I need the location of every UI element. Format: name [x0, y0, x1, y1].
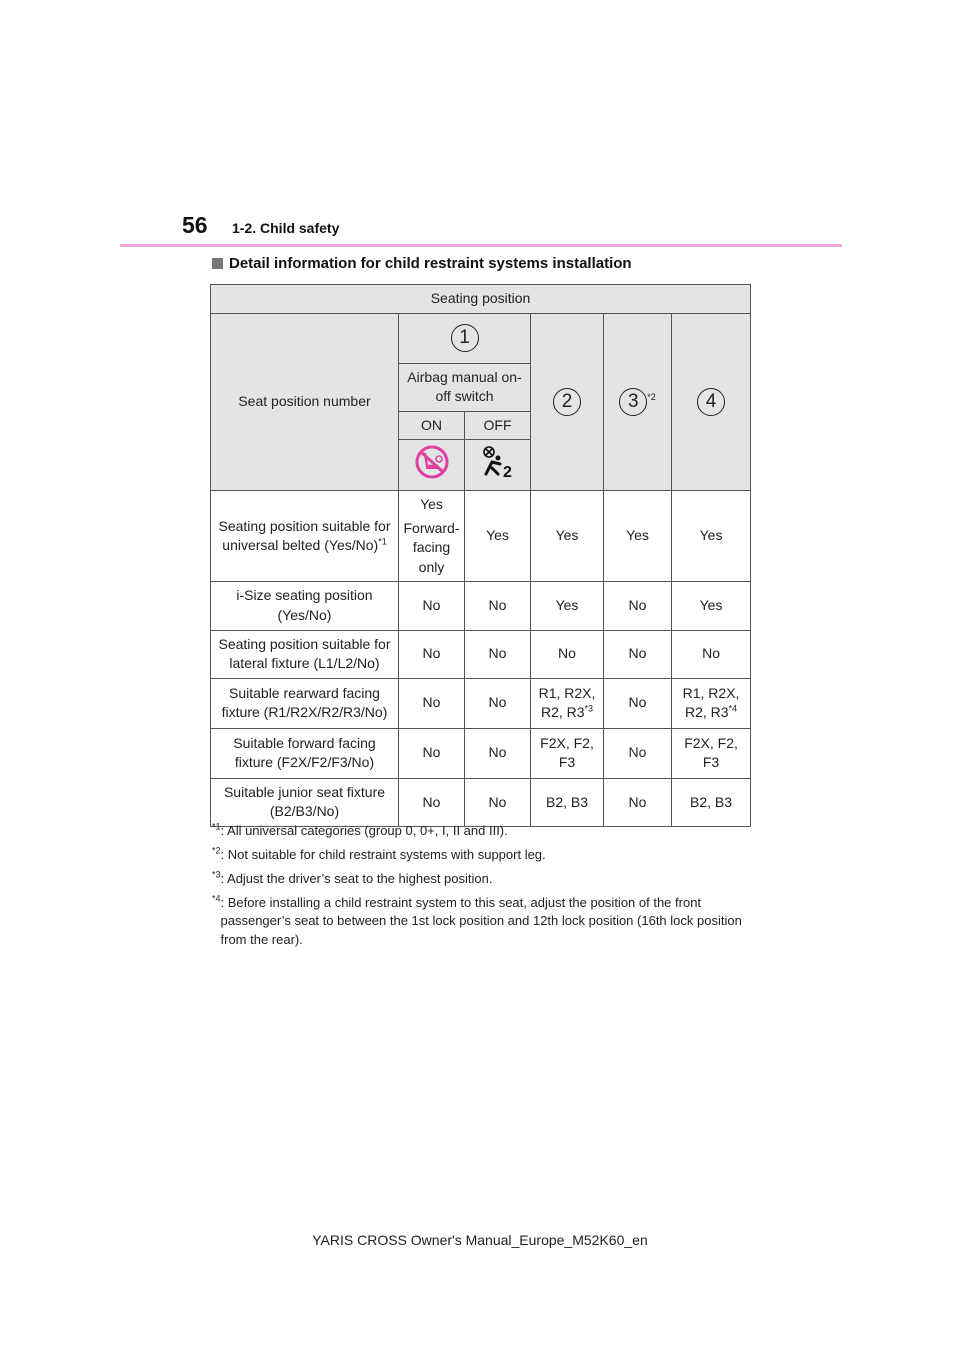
seating-position-header: Seating position: [211, 285, 751, 314]
cell-seat-3: Yes: [604, 490, 672, 581]
seat-1-header: [399, 313, 531, 363]
seat-3-footnote: *2: [647, 391, 656, 402]
seat-number-3: 3: [619, 388, 647, 416]
cell-off: No: [465, 630, 531, 678]
cell-seat-4: Yes: [672, 582, 751, 630]
row-label-footnote: *1: [378, 536, 387, 547]
seat-position-number-header: Seat position number: [211, 313, 399, 490]
seat-4-header: [672, 313, 751, 490]
footnote-text: : Adjust the driver’s seat to the highest position.: [220, 870, 493, 886]
cell-off: No: [465, 778, 531, 826]
cell-on: No: [399, 678, 465, 728]
table-row: [211, 582, 751, 630]
footnote-mark: *3: [212, 869, 221, 880]
switch-off-header: OFF: [465, 411, 531, 440]
cell-seat-3: No: [604, 728, 672, 778]
cell-seat-4: R1, R2X, R2, R3$^{*4}$: [672, 678, 751, 728]
header-rule: [120, 244, 842, 247]
switch-on-header: ON: [399, 411, 465, 440]
cell-seat-2: R1, R2X, R2, R3$^{*3}$: [531, 678, 604, 728]
page-footer: YARIS CROSS Owner's Manual_Europe_M52K60_en: [312, 1232, 648, 1248]
seat-number-1: 1: [451, 324, 479, 352]
cell-on: No: [399, 582, 465, 630]
cell-on: No: [399, 728, 465, 778]
airbag-active-passenger-icon: [478, 444, 518, 480]
row-label: Suitable forward facing fixture (F2X/F2/F3/No): [211, 728, 399, 778]
row-label: Seating position suitable for universal belted $(Yes/No)^{*1}$: [211, 490, 399, 581]
cell-seat-3: No: [604, 582, 672, 630]
airbag-on-icon-cell: [399, 440, 465, 491]
cell-off: No: [465, 582, 531, 630]
airbag-switch-header: Airbag manual on-off switch: [399, 363, 531, 411]
airbag-off-icon-cell: [465, 440, 531, 491]
cell-on-note: Forward-facing only: [403, 519, 460, 575]
cell-seat-2-footnote: *3: [584, 703, 594, 714]
section-heading: [212, 255, 632, 272]
heading-bullet-icon: [212, 258, 223, 269]
footnote-text: : Before installing a child restraint system to this seat, adjust the position of the front passenger’s seat to between the 1st lock position and 12th lock position (16th lock position from the rear).: [220, 894, 742, 948]
heading-text: Detail information for child restraint systems installation: [229, 255, 632, 272]
cell-on: No: [399, 778, 465, 826]
table-row: [211, 728, 751, 778]
table-row: [211, 678, 751, 728]
cell-seat-2: B2, B3: [531, 778, 604, 826]
row-label: Suitable junior seat fixture (B2/B3/No): [211, 778, 399, 826]
footnote-mark: *4: [212, 893, 221, 904]
footnote-text: : All universal categories (group 0, 0+, I, II and III).: [220, 823, 508, 838]
footnote-text: : Not suitable for child restraint systems with support leg.: [220, 846, 546, 862]
cell-on: No: [399, 630, 465, 678]
cell-seat-2: F2X, F2, F3: [531, 728, 604, 778]
section-header: 1-2. Child safety: [232, 220, 340, 236]
cell-seat-3: No: [604, 678, 672, 728]
airbag-deactivated-prohibited-icon: [412, 444, 452, 480]
cell-seat-4: Yes: [672, 490, 751, 581]
cell-on: [399, 490, 465, 581]
row-label: i-Size seating position (Yes/No): [211, 582, 399, 630]
table-row: [211, 490, 751, 581]
seat-number-4: 4: [697, 388, 725, 416]
cell-seat-2: Yes: [531, 582, 604, 630]
cell-seat-4-footnote: *4: [728, 703, 738, 714]
row-label: Suitable rearward facing fixture (R1/R2X/R2/R3/No): [211, 678, 399, 728]
cell-seat-2: Yes: [531, 490, 604, 581]
footnote-mark: *1: [212, 821, 221, 832]
footnote: [212, 870, 752, 889]
page-number: 56: [182, 212, 208, 238]
seat-number-2: 2: [553, 388, 581, 416]
cell-off: No: [465, 728, 531, 778]
footnote: [212, 846, 752, 865]
row-label: Seating position suitable for lateral fixture (L1/L2/No): [211, 630, 399, 678]
cell-seat-2: No: [531, 630, 604, 678]
child-restraint-table: [210, 284, 751, 827]
cell-seat-4: F2X, F2, F3: [672, 728, 751, 778]
cell-seat-4: No: [672, 630, 751, 678]
footnotes: [212, 822, 752, 955]
footnote: [212, 822, 752, 841]
footnote-mark: *2: [212, 845, 221, 856]
svg-text:2: 2: [502, 464, 512, 481]
cell-on-value: Yes: [420, 495, 443, 512]
cell-off: Yes: [465, 490, 531, 581]
cell-seat-4: B2, B3: [672, 778, 751, 826]
seat-3-header: [604, 313, 672, 490]
footnote: [212, 894, 752, 951]
cell-seat-3: No: [604, 778, 672, 826]
cell-off: No: [465, 678, 531, 728]
seat-2-header: [531, 313, 604, 490]
table-row: [211, 778, 751, 826]
cell-seat-3: No: [604, 630, 672, 678]
table-row: [211, 630, 751, 678]
